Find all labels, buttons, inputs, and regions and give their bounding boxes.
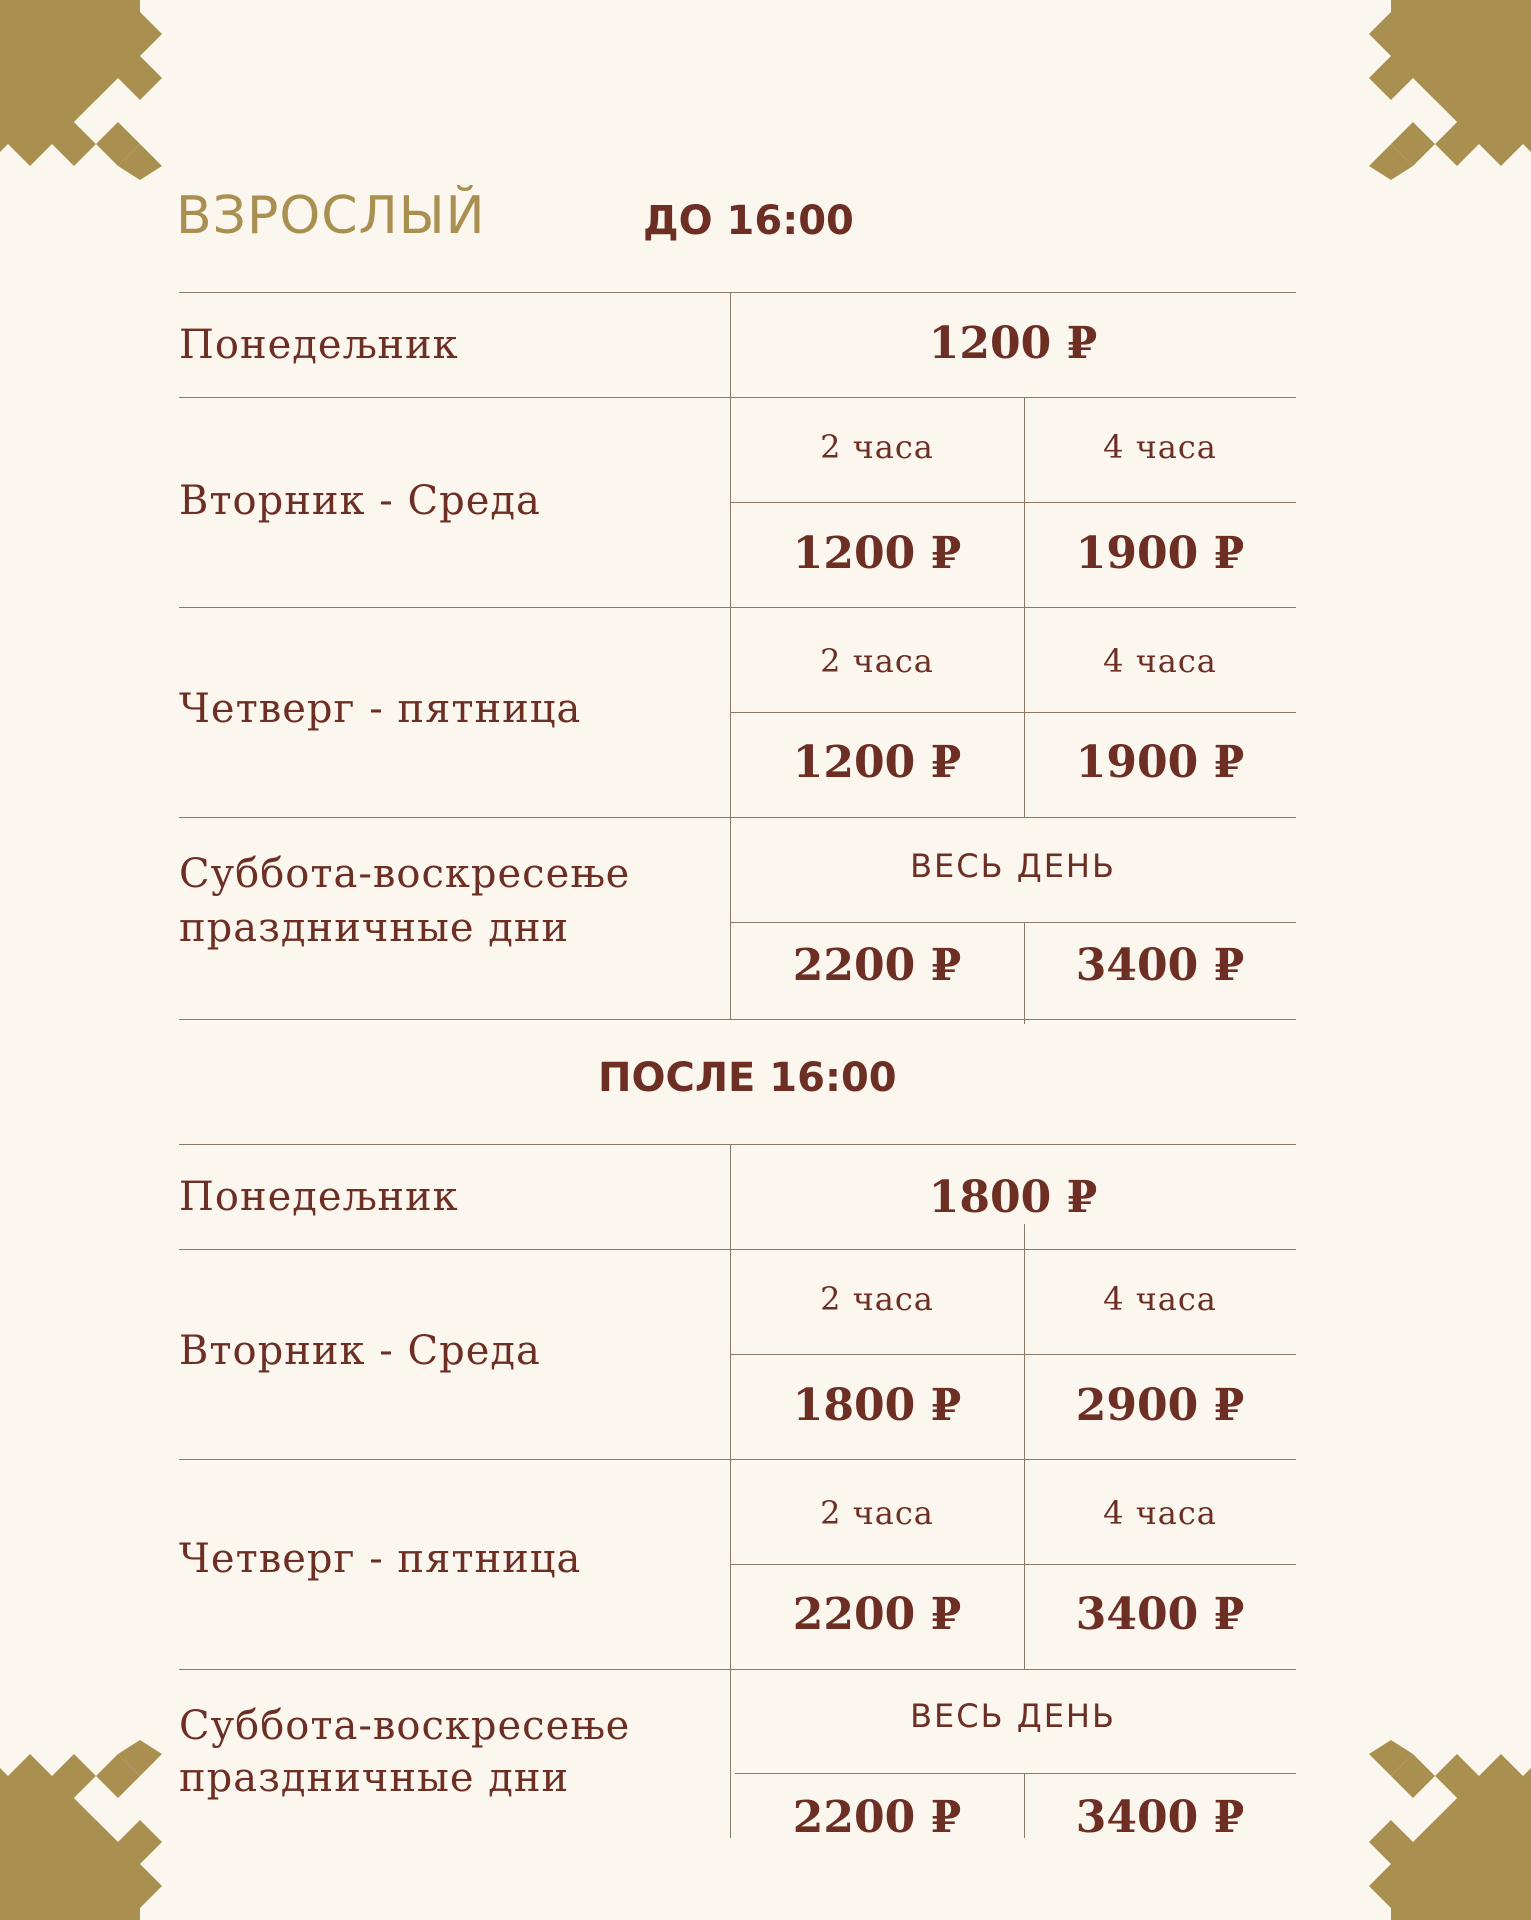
day-label: Вторник - Среда [179,1328,541,1374]
day-label-line1: Суббота-воскресење [179,1703,631,1749]
price-value: 1200 ₽ [928,318,1098,369]
duration-label: 4 часа [1103,1280,1217,1318]
table-rule [179,817,1296,818]
price-value: 2200 ₽ [792,940,962,991]
corner-ornament-bottom-left [0,1740,180,1920]
table-rule [735,1773,1296,1774]
table-rule [179,292,1296,293]
price-value: 1800 ₽ [792,1380,962,1431]
all-day-label: ВЕСЬ ДЕНЬ [910,1697,1116,1735]
page-title: ВЗРОСЛЫЙ [176,186,486,246]
table-rule [730,922,1296,923]
price-value: 1900 ₽ [1075,528,1245,579]
price-value: 2200 ₽ [792,1792,962,1843]
day-label: Вторник - Среда [179,478,541,524]
corner-ornament-bottom-right [1351,1740,1531,1920]
day-label: Понедељник [179,322,459,368]
price-value: 2200 ₽ [792,1589,962,1640]
table-rule [730,1354,1296,1355]
corner-ornament-top-left [0,0,180,180]
day-label: Четверг - пятница [179,686,582,732]
table-rule [730,1564,1296,1565]
table-rule [179,1249,1296,1250]
section-title-before-16: ДО 16:00 [643,198,854,244]
duration-label: 4 часа [1103,642,1217,680]
table-rule [179,1144,1296,1145]
duration-label: 2 часа [820,642,934,680]
table-rule [179,607,1296,608]
table-rule [179,397,1296,398]
price-value: 1900 ₽ [1075,737,1245,788]
duration-label: 2 часа [820,428,934,466]
price-value: 3400 ₽ [1075,1589,1245,1640]
price-value: 3400 ₽ [1075,1792,1245,1843]
duration-label: 2 часа [820,1494,934,1532]
table-rule [730,712,1296,713]
section-title-after-16: ПОСЛЕ 16:00 [598,1055,897,1101]
duration-label: 4 часа [1103,1494,1217,1532]
day-label-line1: Суббота-воскресење [179,851,631,897]
day-label: Понедељник [179,1174,459,1220]
price-value: 1200 ₽ [792,737,962,788]
corner-ornament-top-right [1351,0,1531,180]
day-label-line2: праздничные дни [179,905,570,951]
duration-label: 2 часа [820,1280,934,1318]
duration-label: 4 часа [1103,428,1217,466]
price-value: 2900 ₽ [1075,1380,1245,1431]
table-rule [179,1459,1296,1460]
day-label-line2: праздничные дни [179,1755,570,1801]
price-value: 1200 ₽ [792,528,962,579]
price-value: 1800 ₽ [928,1172,1098,1223]
day-label: Четверг - пятница [179,1536,582,1582]
all-day-label: ВЕСЬ ДЕНЬ [910,847,1116,885]
table-rule [730,502,1296,503]
price-value: 3400 ₽ [1075,940,1245,991]
table-rule [179,1019,1296,1020]
table-rule [179,1669,1296,1670]
